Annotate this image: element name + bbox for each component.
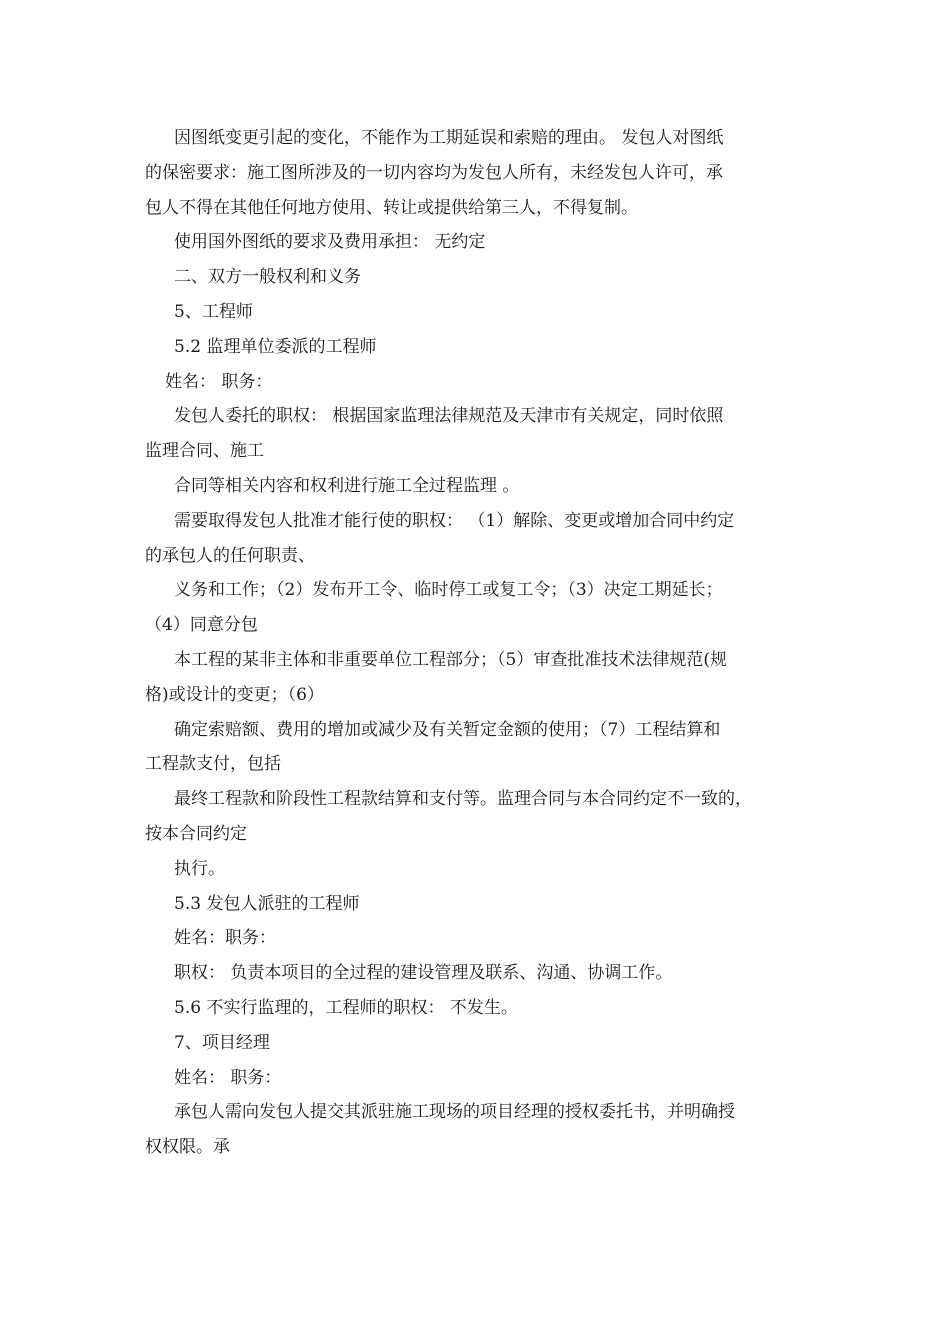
clause-heading: 5.3 发包人派驻的工程师 [174,893,360,914]
text-line: 需要取得发包人批准才能行使的职权： （1）解除、变更或增加合同中约定 [174,510,735,531]
text-line: 本工程的某非主体和非重要单位工程部分；（5）审查批准技术法律规范(规 [174,649,727,670]
subsection-heading: 7、项目经理 [174,1032,270,1053]
text-line: 监理合同、施工 [145,441,264,462]
text-line: 按本合同约定 [145,823,247,844]
subsection-heading: 5、工程师 [174,301,253,322]
text-line: （4）同意分包 [145,615,258,636]
text-line: 5.6 不实行监理的，工程师的职权： 不发生。 [174,997,518,1018]
text-line: 职权： 负责本项目的全过程的建设管理及联系、沟通、协调工作。 [174,963,673,984]
text-line: 姓名：职务： [174,928,276,949]
text-line: 最终工程款和阶段性工程款结算和支付等。监理合同与本合同约定不一致的， [174,789,752,810]
text-line: 姓名： 职务： [174,1067,282,1088]
text-line: 姓名： 职务： [165,371,273,392]
text-line: 工程款支付，包括 [145,754,281,775]
text-line: 的保密要求：施工图所涉及的一切内容均为发包人所有，未经发包人许可，承 [145,162,723,183]
clause-heading: 5.2 监理单位委派的工程师 [174,336,377,357]
section-heading: 二、双方一般权利和义务 [174,267,361,288]
text-line: 合同等相关内容和权利进行施工全过程监理 。 [174,475,520,496]
text-line: 使用国外图纸的要求及费用承担： 无约定 [174,232,486,253]
text-line: 承包人需向发包人提交其派驻施工现场的项目经理的授权委托书，并明确授 [174,1102,735,1123]
text-line: 包人不得在其他任何地方使用、转让或提供给第三人，不得复制。 [145,197,638,218]
text-line: 发包人委托的职权： 根据国家监理法律规范及天津市有关规定，同时依照 [174,406,724,427]
text-line: 执行。 [174,858,225,879]
text-line: 确定索赔额、费用的增加或减少及有关暂定金额的使用；（7）工程结算和 [174,719,721,740]
text-line: 的承包人的任何职责、 [145,545,315,566]
text-line: 义务和工作；（2）发布开工令、临时停工或复工令；（3）决定工期延长； [174,580,723,601]
text-line: 权权限。承 [145,1137,230,1158]
text-line: 因图纸变更引起的变化，不能作为工期延误和索赔的理由。 发包人对图纸 [174,128,724,148]
text-line: 格)或设计的变更；（6） [145,684,324,705]
document-body [145,121,820,1165]
